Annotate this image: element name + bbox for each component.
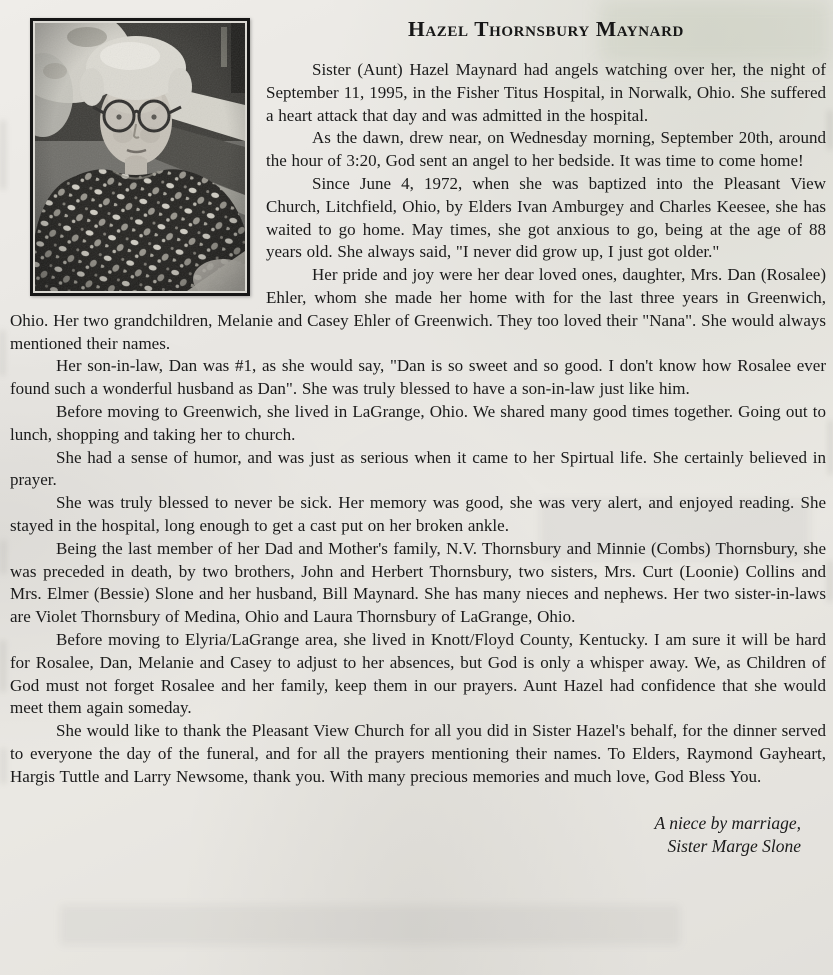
signature-line-2: Sister Marge Slone <box>667 835 801 856</box>
obituary-paragraph-6: Before moving to Greenwich, she lived in LaGrange, Ohio. We shared many good times together. Going out to lunch, shopping and taking her to church. <box>10 401 826 444</box>
obituary-paragraph-10: Before moving to Elyria/LaGrange area, she lived in Knott/Floyd County, Kentucky. I am sure it will be hard for Rosalee, Dan, Melanie and Casey to adjust to her absences, but God is only a whisper away. We, as Children of God must not forget Rosalee and her family, keep them in our prayers. Aunt Hazel had confidence that she would meet them again someday. <box>10 629 826 718</box>
obituary-paragraph-9: Being the last member of her Dad and Mother's family, N.V. Thornsbury and Minnie (Combs) Thornsbury, she was preceded in death, by two brothers, John and Herbert Thornsbury, two sisters, Mrs. Curt (Loonie) Collins and Mrs. Elmer (Bessie) Slone and her husband, Bill Maynard. She has many nieces and nephews. Her two sister-in-laws are Violet Thornsbury of Medina, Ohio and Laura Thornsbury of LaGrange, Ohio. <box>10 538 826 627</box>
portrait-photo <box>30 18 250 296</box>
obituary-paragraph-2: As the dawn, drew near, on Wednesday morning, September 20th, around the hour of 3:20, God sent an angel to her bedside. It was time to come home! <box>266 128 826 171</box>
page-title: Hazel Thornsbury Maynard <box>408 17 684 41</box>
scan-artifact <box>60 905 680 945</box>
obituary-paragraph-3: Since June 4, 1972, when she was baptized into the Pleasant View Church, Litchfield, Ohio, by Elders Ivan Amburgey and Charles Keesee, she has waited to go home. May times, she got anxious to go, being at the age of 88 years old. She always said, "I never did grow up, I just got older." <box>266 173 826 262</box>
obituary-paragraph-8: She was truly blessed to never be sick. Her memory was good, she was very alert, and enjoyed reading. She stayed in the hospital, long enough to get a cast put on her broken ankle. <box>10 493 826 535</box>
obituary-paragraph-1: Sister (Aunt) Hazel Maynard had angels watching over her, the night of September 11, 1995, in the Fisher Titus Hospital, in Norwalk, Ohio. She suffered a heart attack that day and was admitted in the hospital. <box>266 60 826 125</box>
obituary-paragraph-11: She would like to thank the Pleasant View Church for all you did in Sister Hazel's behalf, for the dinner served to everyone the day of the funeral, and for all the prayers mentioning their names. To Elders, Raymond Gayheart, Hargis Tuttle and Larry Newsome, thank you. With many precious memories and much love, God Bless You. <box>10 721 826 786</box>
obituary-paragraph-7: She had a sense of humor, and was just as serious when it came to her Spirtual life. She certainly believed in prayer. <box>10 447 826 490</box>
signature-line-1: A niece by marriage, <box>654 812 801 833</box>
obituary-paragraph-4: Her pride and joy were her dear loved ones, daughter, Mrs. Dan (Rosalee) Ehler, whom she made her home with for the last three years in Greenwich, Ohio. Her two grandchildren, Melanie and Casey Ehler of Greenwich. They too loved their "Nana". She would always mentioned their names. <box>10 265 826 353</box>
obituary-paragraph-5: Her son-in-law, Dan was #1, as she would say, "Dan is so sweet and so good. I don't know how Rosalee ever found such a wonderful husband as Dan". She was truly blessed to have a son-in-law just like him. <box>10 356 826 399</box>
signature-block <box>10 812 826 858</box>
photo-grain <box>35 23 245 291</box>
portrait-photo-image <box>35 23 245 291</box>
